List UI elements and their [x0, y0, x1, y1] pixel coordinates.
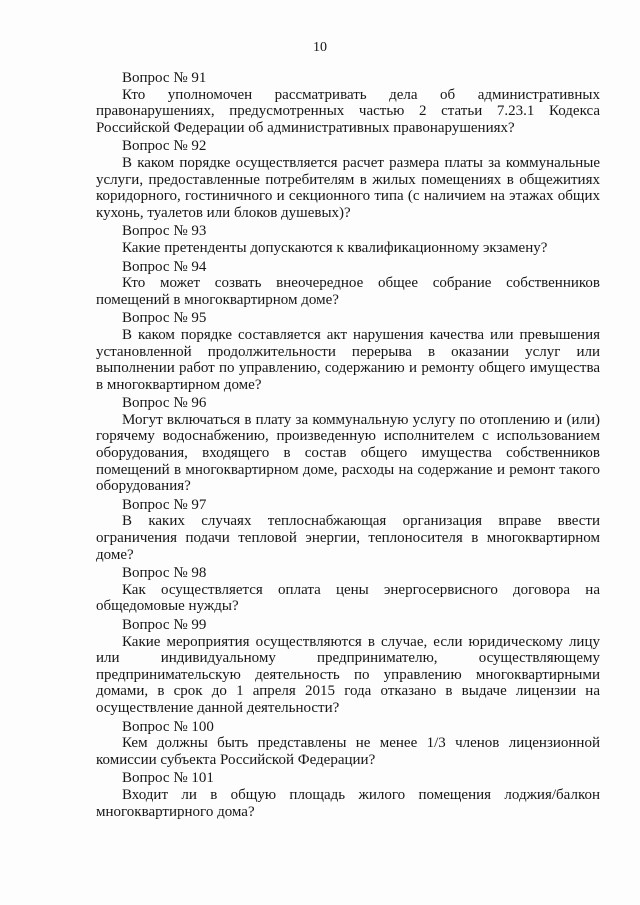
question-item	[96, 138, 600, 221]
question-text: В каких случаях теплоснабжающая организация вправе ввести ограничения подачи тепловой энергии, теплоносителя в многоквартирном доме?	[96, 513, 600, 563]
question-item	[96, 259, 600, 309]
question-heading: Вопрос № 101	[122, 770, 214, 787]
question-heading: Вопрос № 92	[122, 138, 207, 155]
question-text: В каком порядке осуществляется расчет размера платы за коммунальные услуги, предоставленные потребителям в жилых помещениях в общежитиях коридорного, гостиничного и секционного типа (с наличием на этажах общих кухонь, туалетов или блоков душевых)?	[96, 154, 600, 221]
question-heading: Вопрос № 95	[122, 310, 207, 327]
question-item	[96, 497, 600, 563]
question-text: Кем должны быть представлены не менее 1/3 членов лицензионной комиссии субъекта Российской Федерации?	[96, 735, 600, 768]
question-item	[96, 223, 600, 256]
question-text: Входит ли в общую площадь жилого помещения лоджия/балкон многоквартирного дома?	[96, 786, 600, 820]
question-item	[96, 565, 600, 615]
question-text: Какие претенденты допускаются к квалификационному экзамену?	[122, 239, 548, 256]
question-item	[96, 395, 600, 495]
page-number: 10	[313, 40, 327, 55]
question-item	[96, 719, 600, 769]
question-text: Кто может созвать внеочередное общее собрание собственников помещений в многоквартирном доме?	[96, 275, 600, 308]
question-item	[96, 617, 600, 717]
question-heading: Вопрос № 98	[122, 565, 207, 582]
question-heading: Вопрос № 91	[122, 70, 207, 86]
question-item	[96, 770, 600, 820]
question-text: Кто уполномочен рассматривать дела об административных правонарушениях, предусмотренных частью 2 статьи 7.23.1 Кодекса Российской Федерации об административных правонарушениях?	[96, 86, 600, 136]
question-heading: Вопрос № 93	[122, 223, 207, 240]
question-text: Могут включаться в плату за коммунальную услугу по отоплению и (или) горячему водоснабжению, произведенную исполнителем с использованием оборудования, входящего в состав общего имущества собственников помещений в многоквартирном доме, расходы на содержание и ремонт такого оборудования?	[96, 411, 600, 495]
question-text: Как осуществляется оплата цены энергосервисного договора на общедомовые нужды?	[96, 581, 600, 615]
question-heading: Вопрос № 100	[122, 718, 214, 735]
question-text: В каком порядке составляется акт нарушения качества или превышения установленной продолжительности перерыва в оказании услуг или выполнении работ по управлению, содержанию и ремонту общего имущества в многоквартирном доме?	[96, 326, 600, 393]
question-heading: Вопрос № 94	[122, 258, 207, 275]
question-item	[96, 70, 600, 136]
question-text: Какие мероприятия осуществляются в случае, если юридическому лицу или индивидуальному предпринимателю, осуществляющему предпринимательскую деятельность по управлению многоквартирными домами, в срок до 1 апреля 2015 года отказано в выдаче лицензии на осуществление данной деятельности?	[96, 633, 600, 716]
question-heading: Вопрос № 96	[122, 395, 207, 412]
questions-list	[96, 70, 600, 822]
question-item	[96, 310, 600, 393]
question-heading: Вопрос № 97	[122, 496, 207, 513]
question-heading: Вопрос № 99	[122, 617, 207, 633]
